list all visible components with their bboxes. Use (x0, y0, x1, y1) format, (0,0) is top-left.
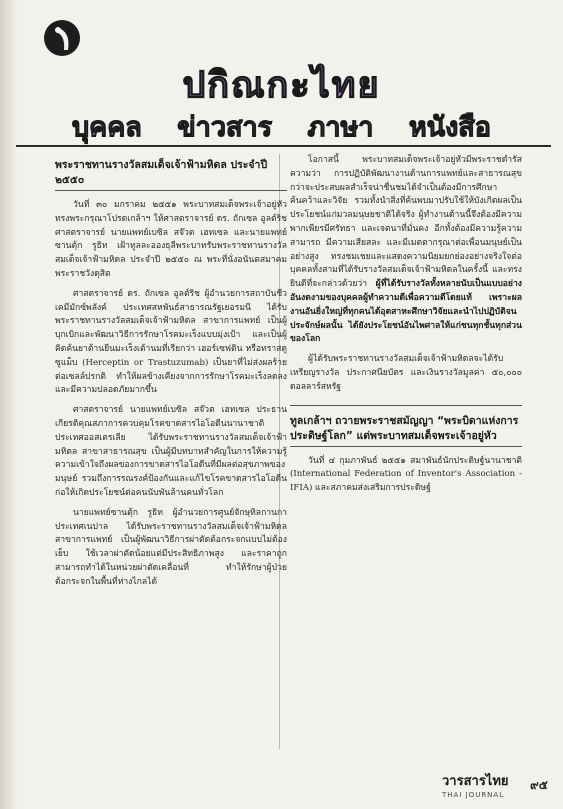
page-title: ปกิณกะไทย (182, 65, 381, 106)
left-column (55, 154, 287, 596)
article1-paragraph-3: ศาสตราจารย์ นายแพทย์เบซิล สจ๊วต เฮทเซล ประธานเกียรติคุณสภาการควบคุมโรคขาดสารไอโอดีนนานาชาติ ประเทศออสเตรเลีย ได้รับพระราชทานรางวัลสมเด็จเจ้าฟ้ามหิดล สาขาสาธารณสุข เป็นผู้มีบทบาทสำคัญในการให้ความรู้ความเข้าใจถึงผลของการขาดสารไอโอดีนที่มีผลต่อสุขภาพของมนุษย์ รวมถึงการรณรงค์ป้องกันและแก้ไขโรคขาดสารไอโอดีนก่อให้เกิดประโยชน์ต่อคนนับพันล้านคนทั่วโลก (55, 405, 287, 498)
article1-paragraph-4: นายแพทย์ซานตุ้ก รูธิท ผู้อำนวยการศูนย์จักษุทิลกานกา ประเทศเนปาล ได้รับพระราชทานรางวัลสมเด็จเจ้าฟ้ามหิดล สาขาการแพทย์ เป็นผู้พัฒนาวิธีการผ่าตัดต้อกระจกแบบไม่ต้องเย็บ ใช้เวลาผ่าตัดน้อยแต่มีประสิทธิภาพสูง และราคาถูก สามารถทำได้ในหน่วยผ่าตัดเคลื่อนที่ ทำให้รักษาผู้ป่วยต้อกระจกในพื้นที่ห่างไกลได้ (55, 507, 287, 587)
article1-paragraph-6: ผู้ได้รับพระราชทานรางวัลสมเด็จเจ้าฟ้ามหิดลจะได้รับเหรียญรางวัล ประกาศนียบัตร และเงินรางวัลมูลค่า ๕๐,๐๐๐ ดอลลาร์สหรัฐ (290, 354, 522, 392)
royal-speech-quote: ผู้ที่ได้รับรางวัลทั้งหลายนับเป็นแบบอย่างอันงดงามของบุคคลผู้ทำความดีเพื่อความดีโดยแท้ เพราะผลงานอันยิ่งใหญ่ที่ทุกคนได้อุตสาหะศึกษาวิจัยและนำไปปฏิบัติจนประจักษ์ผลนั้น ได้ยังประโยชน์อันไพศาลให้แก่ชนทุกชั้นทุกส่วนของโลก (290, 279, 522, 345)
journal-name: วารสารไทย (442, 774, 509, 789)
article2-title-rule (290, 446, 522, 447)
article1-title: พระราชทานรางวัลสมเด็จเจ้าฟ้ามหิดล ประจำปี ๒๕๕๐ (55, 159, 268, 186)
journal-name-en: THAI JOURNAL (442, 791, 505, 799)
header (0, 0, 563, 152)
right-column (290, 154, 522, 502)
article2-title: ทูลเกล้าฯ ถวายพระราชสมัญญา “พระบิดาแห่งการประดิษฐ์โลก” แด่พระบาทสมเด็จพระเจ้าอยู่หัว (290, 414, 519, 442)
article1-title-rule (55, 190, 287, 191)
article1-paragraph-2: ศาสตราจารย์ ดร. ถักเซล อูลต์ริช ผู้อำนวยการสถาบันชีวเคมีมักซ์พลังค์ ประเทศสหพันธ์สาธารณรัฐเยอรมนี ได้รับพระราชทานรางวัลสมเด็จเจ้าฟ้ามหิดล สาขาการแพทย์ เป็นผู้บุกเบิกและพัฒนาวิธีการรักษาโรคมะเร็งแบบมุ่งเป้า และเป็นผู้คิดค้นยาต้านยีนมะเร็งเต้านมที่เรียกว่า เฮอร์เซฟติน หรือทราสตูซูแม็บ (Herceptin or Trastuzumab) เป็นยาที่ไม่ส่งผลร้ายต่อเซลล์ปรกติ ทำให้ผลข้างเคียงจากการรักษาโรคมะเร็งลดลงและมีความปลอดภัยมากขึ้น (55, 288, 287, 396)
article2-paragraph-1: วันที่ ๔ กุมภาพันธ์ ๒๕๕๑ สมาพันธ์นักประดิษฐ์นานาชาติ (International Federation of Inventor's Association - IFIA) และสภาคมส่งเสริมการประดิษฐ์ (290, 455, 522, 494)
page-subtitle: บุคคล ข่าวสาร ภาษา หนังสือ (72, 112, 491, 143)
section-logo-icon (44, 20, 80, 56)
journal-logo (442, 770, 509, 799)
article2-top-rule (290, 405, 522, 406)
article1-paragraph-5 (290, 154, 522, 347)
header-divider (16, 145, 551, 147)
article1-paragraph-1: วันที่ ๓๐ มกราคม ๒๕๕๑ พระบาทสมเด็จพระเจ้าอยู่หัว ทรงพระกรุณาโปรดเกล้าฯ ให้ศาสตราจารย์ ดร. ถักเซล อูลต์ริช ศาสตราจารย์ นายแพทย์เบซิล สจ๊วต เฮทเซล และนายแพทย์ซานตุ้ก รูธิท เฝ้าทูลละอองธุลีพระบาทรับพระราชทานรางวัลสมเด็จเจ้าฟ้ามหิดล ประจำปี ๒๕๕๐ ณ พระที่นั่งอนันตสมาคม พระราชวังดุสิต (55, 200, 287, 279)
page-number: ๙๕ (530, 778, 548, 792)
article1-paragraph-5-text: โอกาสนี้ พระบาทสมเด็จพระเจ้าอยู่หัวมีพระราชดำรัส ความว่า การปฏิบัติพัฒนางานด้านการแพทย์และสาธารณสุข กว่าจะประสบผลสำเร็จน่าชื่นชมได้จำเป็นต้องมีการศึกษาค้นคว้าและวิจัย รวมทั้งนำสิ่งที่ค้นพบมาปรับใช้ให้บังเกิดผลเป็นประโยชน์แก่มวลมนุษยชาติได้จริง ผู้ทำงานด้านนี้จึงต้องมีความพากเพียรมีศรัทธา และเจตนาที่มั่นคง อีกทั้งต้องมีความรู้ความสามารถ มีความเสียสละ และมีเมตตากรุณาต่อเพื่อนมนุษย์เป็นอย่างสูง ทรงชมเชยและแสดงความนิยมยกย่องอย่างจริงใจต่อบุคคลทั้งสามที่ได้รับรางวัลสมเด็จเจ้าฟ้ามหิดลในครั้งนี้ และทรงยินดีที่จะกล่าวด้วยว่า (290, 155, 522, 290)
